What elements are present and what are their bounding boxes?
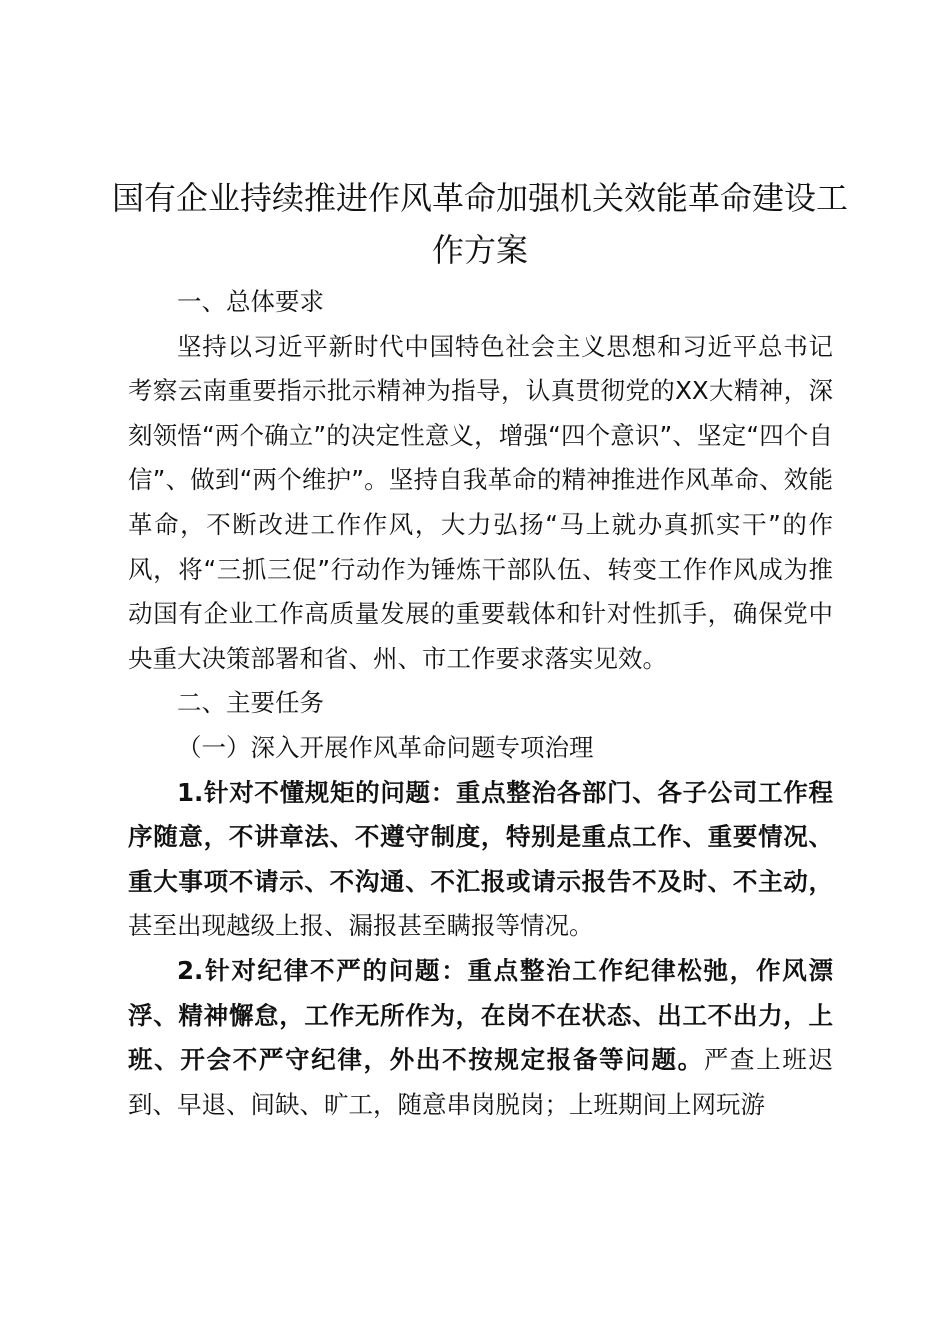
section-heading-general-requirements: 一、总体要求 [177,287,324,316]
paragraph-general-requirements: 坚持以习近平新时代中国特色社会主义思想和习近平总书记考察云南重要指示批示精神为指导，认真贯彻党的XX大精神，深刻领悟“两个确立”的决定性意义，增强“四个意识”、坚定“四个自信”、做到“两个维护”。坚持自我革命的精神推进作风革命、效能革命，不断改进工作作风，大力弘扬“马上就办真抓实干”的作风，将“三抓三促”行动作为锤炼干部队伍、转变工作作风成为推动国有企业工作高质量发展的重要载体和针对性抓手，确保党中央重大决策部署和省、州、市工作要求落实见效。 [128,331,833,673]
task-item-2 [128,949,833,1127]
task-item-1-text: 甚至出现越级上报、漏报甚至瞒报等情况。 [128,911,594,941]
task-item-2-text: 严查上班迟到、早退、间缺、旷工，随意串岗脱岗；上班期间上网玩游 [128,1045,834,1119]
section-heading-main-tasks: 二、主要任务 [177,688,324,718]
task-item-1-lead: 1.针对不懂规矩的问题：重点整治各部门、各子公司工作程序随意，不讲章法、不遵守制度，特别是重点工作、重要情况、重大事项不请示、不沟通、不汇报或请示报告不及时、不主动， [128,777,833,896]
subsection-heading-style-revolution: （一）深入开展作风革命问题专项治理 [177,732,594,762]
document-title: 国有企业持续推进作风革命加强机关效能革命建设工作方案 [111,179,848,269]
document-body [128,280,833,1127]
task-item-1 [128,771,833,949]
task-item-2-lead: 2.针对纪律不严的问题：重点整治工作纪律松弛，作风漂浮、精神懈怠，工作无所作为，在岗不在状态、出工不出力，上班、开会不严守纪律，外出不按规定报备等问题。 [128,955,833,1075]
